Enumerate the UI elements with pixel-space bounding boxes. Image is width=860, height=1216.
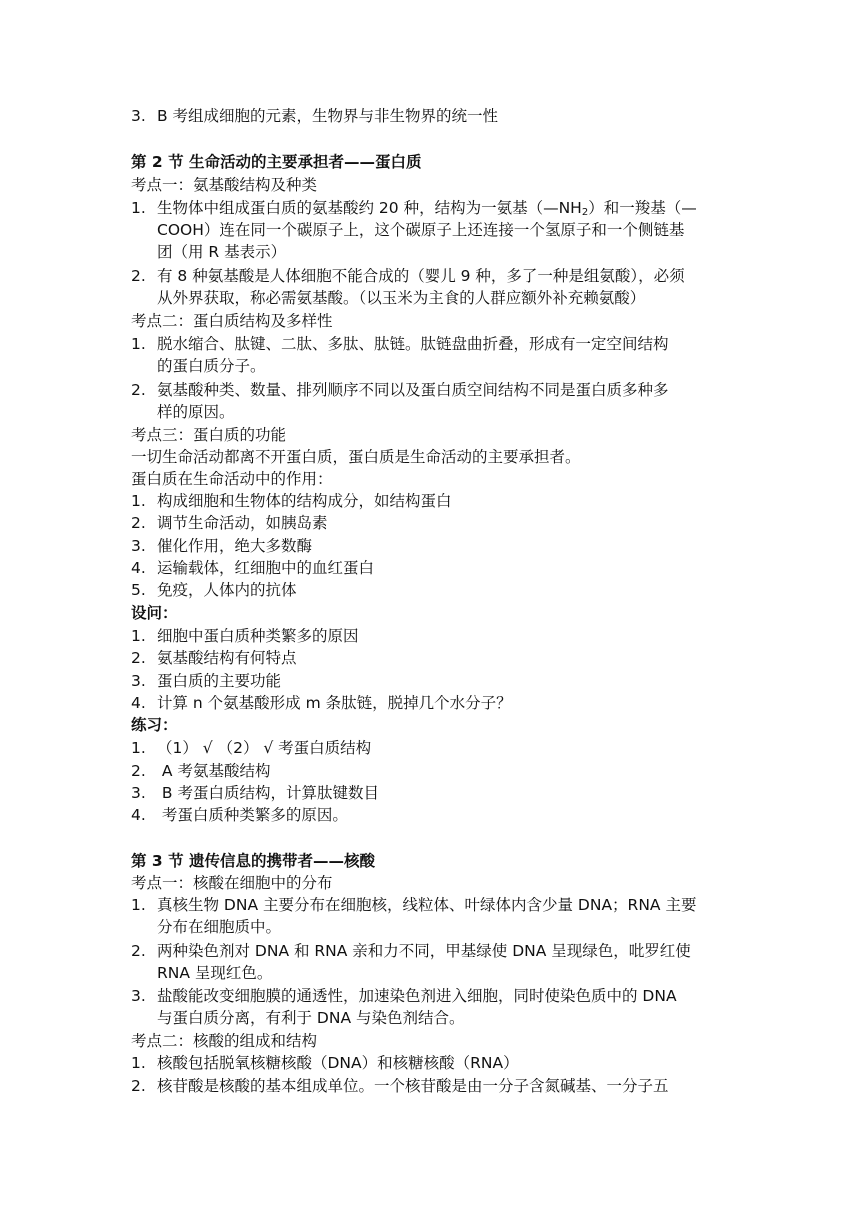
list-item xyxy=(131,265,685,287)
list-text: A 考氨基酸结构 xyxy=(157,762,271,780)
list-item xyxy=(131,940,691,962)
list-text: 脱水缩合、肽键、二肽、多肽、肽链。肽链盘曲折叠，形成有一定空间结构 xyxy=(157,335,669,353)
list-item xyxy=(131,557,374,579)
list-number: 4. xyxy=(131,559,146,577)
list-number: 5. xyxy=(131,581,146,599)
list-number: 3. xyxy=(131,107,146,125)
list-item xyxy=(131,535,312,557)
list-text: 运输载体，红细胞中的血红蛋白 xyxy=(157,559,375,577)
list-text-cont: 的蛋白质分子。 xyxy=(157,357,266,375)
list-number: 2. xyxy=(131,762,146,780)
list-number: 2. xyxy=(131,514,146,532)
section-title: 第 3 节 遗传信息的携带者——核酸 xyxy=(131,852,375,870)
list-number: 2. xyxy=(131,649,146,667)
list-number: 2. xyxy=(131,381,146,399)
list-text: 蛋白质的主要功能 xyxy=(157,672,282,690)
list-number: 1. xyxy=(131,199,146,217)
list-text: 催化作用，绝大多数酶 xyxy=(157,537,313,555)
list-number: 3. xyxy=(131,784,146,802)
list-number: 4. xyxy=(131,694,146,712)
list-number: 1. xyxy=(131,1054,146,1072)
list-text: 核苷酸是核酸的基本组成单位。一个核苷酸是由一分子含氮碱基、一分子五 xyxy=(157,1077,669,1095)
list-text-cont: 团（用 R 基表示） xyxy=(157,243,287,261)
key-point-heading: 考点二：蛋白质结构及多样性 xyxy=(131,312,333,330)
list-text-cont: 样的原因。 xyxy=(157,403,235,421)
list-text-cont: 分布在细胞质中。 xyxy=(157,918,282,936)
list-number: 4. xyxy=(131,806,146,824)
list-item xyxy=(131,985,677,1007)
list-item xyxy=(131,379,669,401)
list-text: 核酸包括脱氧核糖核酸（DNA）和核糖核酸（RNA） xyxy=(157,1054,519,1072)
list-text: ）和一羧基（— xyxy=(588,199,697,217)
list-item xyxy=(131,512,328,534)
list-number: 1. xyxy=(131,896,146,914)
list-number: 2. xyxy=(131,267,146,285)
list-text: 氨基酸种类、数量、排列顺序不同以及蛋白质空间结构不同是蛋白质多种多 xyxy=(157,381,669,399)
list-text: 两种染色剂对 DNA 和 RNA 亲和力不同，甲基绿使 DNA 呈现绿色，吡罗红使 xyxy=(157,942,691,960)
list-item xyxy=(131,1052,519,1074)
list-item xyxy=(131,760,270,782)
list-item xyxy=(131,782,379,804)
list-text: 盐酸能改变细胞膜的通透性，加速染色剂进入细胞，同时使染色质中的 DNA xyxy=(157,987,677,1005)
list-text: B 考组成细胞的元素，生物界与非生物界的统一性 xyxy=(157,107,499,125)
key-point-heading: 考点一：氨基酸结构及种类 xyxy=(131,176,318,194)
list-text: 构成细胞和生物体的结构成分，如结构蛋白 xyxy=(157,492,452,510)
question-heading: 设问： xyxy=(131,604,178,622)
list-item xyxy=(131,804,348,826)
list-text: 考蛋白质种类繁多的原因。 xyxy=(157,806,348,824)
list-item xyxy=(131,647,297,669)
list-number: 1. xyxy=(131,492,146,510)
list-text: 细胞中蛋白质种类繁多的原因 xyxy=(157,627,359,645)
paragraph: 蛋白质在生命活动中的作用： xyxy=(131,470,333,488)
list-text: 有 8 种氨基酸是人体细胞不能合成的（婴儿 9 种，多了一种是组氨酸），必须 xyxy=(157,267,685,285)
practice-heading: 练习： xyxy=(131,716,178,734)
list-item xyxy=(131,737,371,759)
list-text: 调节生命活动，如胰岛素 xyxy=(157,514,328,532)
list-number: 1. xyxy=(131,335,146,353)
list-text: 生物体中组成蛋白质的氨基酸约 20 种，结构为一氨基（—NH xyxy=(157,199,582,217)
list-number: 1. xyxy=(131,739,146,757)
list-item xyxy=(131,105,498,127)
list-text: 计算 n 个氨基酸形成 m 条肽链，脱掉几个水分子？ xyxy=(157,694,512,712)
list-item xyxy=(131,1075,669,1097)
list-text: 免疫，人体内的抗体 xyxy=(157,581,297,599)
list-number: 3. xyxy=(131,672,146,690)
list-item xyxy=(131,894,696,916)
list-number: 2. xyxy=(131,942,146,960)
key-point-heading: 考点一：核酸在细胞中的分布 xyxy=(131,874,333,892)
list-text-cont: 与蛋白质分离，有利于 DNA 与染色剂结合。 xyxy=(157,1009,465,1027)
list-text-cont: RNA 呈现红色。 xyxy=(157,964,273,982)
list-text: 氨基酸结构有何特点 xyxy=(157,649,297,667)
list-text: （1） √ （2） √ 考蛋白质结构 xyxy=(157,739,372,757)
key-point-heading: 考点三：蛋白质的功能 xyxy=(131,426,287,444)
paragraph: 一切生命活动都离不开蛋白质，蛋白质是生命活动的主要承担者。 xyxy=(131,448,581,466)
list-text-cont: 从外界获取，称必需氨基酸。（以玉米为主食的人群应额外补充赖氨酸） xyxy=(157,289,646,307)
list-number: 1. xyxy=(131,627,146,645)
list-number: 3. xyxy=(131,987,146,1005)
list-item xyxy=(131,670,281,692)
list-item xyxy=(131,490,452,512)
list-item xyxy=(131,692,512,714)
subscript: 2 xyxy=(581,207,589,218)
list-text: 真核生物 DNA 主要分布在细胞核，线粒体、叶绿体内含少量 DNA；RNA 主要 xyxy=(157,896,697,914)
list-number: 3. xyxy=(131,537,146,555)
list-item xyxy=(131,625,359,647)
list-item xyxy=(131,333,669,355)
list-item xyxy=(131,579,297,601)
section-title: 第 2 节 生命活动的主要承担者——蛋白质 xyxy=(131,153,422,171)
key-point-heading: 考点二：核酸的组成和结构 xyxy=(131,1032,318,1050)
list-text: B 考蛋白质结构，计算肽键数目 xyxy=(157,784,379,802)
list-number: 2. xyxy=(131,1077,146,1095)
list-text-cont: COOH）连在同一个碳原子上，这个碳原子上还连接一个氢原子和一个侧链基 xyxy=(157,221,685,239)
